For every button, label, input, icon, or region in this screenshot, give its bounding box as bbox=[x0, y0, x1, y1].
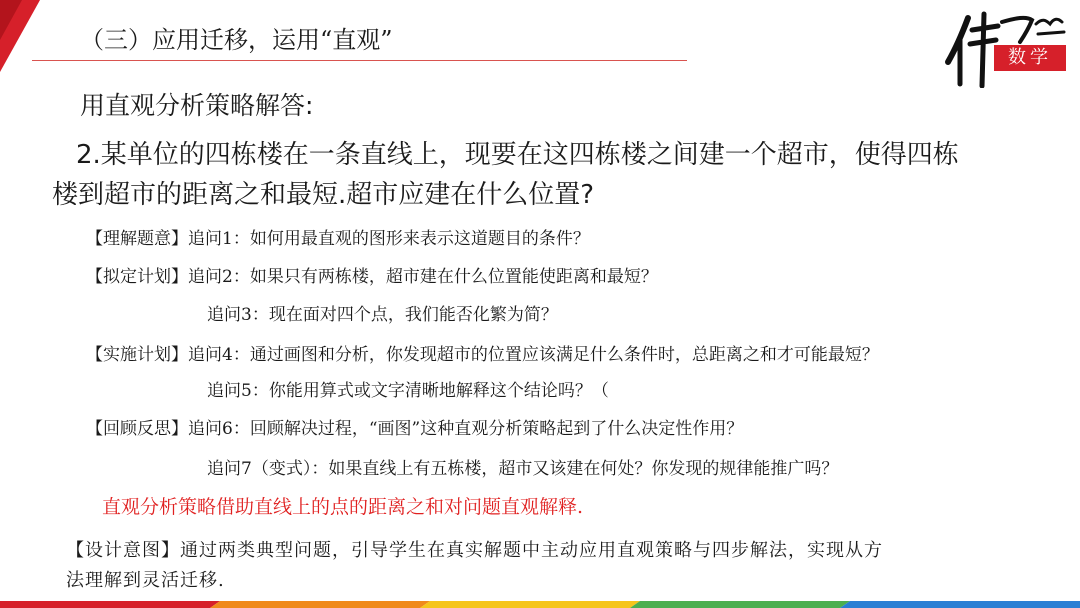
question-row bbox=[207, 376, 609, 401]
question-text: 追问3：现在面对四个点，我们能否化繁为简？ bbox=[207, 305, 558, 325]
question-tag: 【拟定计划】 bbox=[86, 267, 188, 287]
question-row bbox=[86, 262, 658, 287]
question-text: 追问5：你能用算式或文字清晰地解释这个结论吗？（ bbox=[207, 381, 609, 401]
logo-badge: 数学 bbox=[994, 45, 1066, 71]
question-text: 追问4：通过画图和分析，你发现超市的位置应该满足什么条件时，总距离之和才可能最短？ bbox=[188, 345, 879, 365]
question-text: 追问6：回顾解决过程，“画图”这种直观分析策略起到了什么决定性作用？ bbox=[188, 419, 744, 439]
question-text: 追问2：如果只有两栋楼，超市建在什么位置能使距离和最短？ bbox=[188, 267, 658, 287]
question-tag: 【回顾反思】 bbox=[86, 419, 188, 439]
question-row bbox=[207, 454, 838, 479]
design-intent-line-1: 【设计意图】通过两类典型问题，引导学生在真实解题中主动应用直观策略与四步解法，实现从方 bbox=[66, 540, 883, 561]
question-text: 追问7（变式）：如果直线上有五栋楼，超市又该建在何处？你发现的规律能推广吗？ bbox=[207, 459, 839, 479]
problem-line-1: 2.某单位的四栋楼在一条直线上，现要在这四栋楼之间建一个超市，使得四栋 bbox=[76, 140, 959, 170]
question-row bbox=[86, 340, 879, 365]
problem-line-2: 楼到超市的距离之和最短.超市应建在什么位置? bbox=[52, 180, 595, 210]
question-row bbox=[86, 414, 743, 439]
question-tag: 【实施计划】 bbox=[86, 345, 188, 365]
design-intent-line-2: 法理解到灵活迁移. bbox=[66, 570, 225, 591]
conclusion-text: 直观分析策略借助直线上的点的距离之和对问题直观解释. bbox=[102, 496, 584, 518]
question-text: 追问1：如何用最直观的图形来表示这道题目的条件？ bbox=[188, 229, 590, 249]
corner-decoration bbox=[0, 0, 40, 72]
question-tag: 【理解题意】 bbox=[86, 229, 188, 249]
page-title: （三）应用迁移，运用“直观” bbox=[80, 26, 393, 54]
question-row bbox=[86, 224, 590, 249]
title-underline bbox=[32, 60, 687, 61]
bottom-color-stripe bbox=[0, 601, 1080, 608]
question-row bbox=[207, 300, 558, 325]
strategy-heading: 用直观分析策略解答: bbox=[80, 91, 314, 120]
